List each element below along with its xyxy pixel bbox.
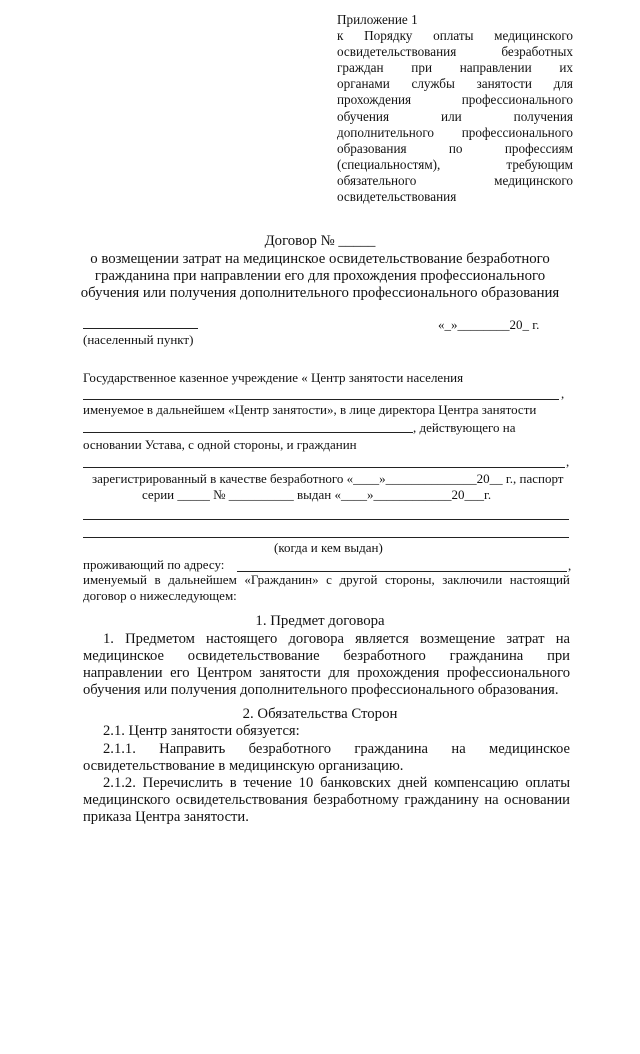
issued-blank-line	[83, 519, 569, 520]
citizen-clause-word: именуемый	[83, 572, 147, 587]
item-2-1-2-line: 2.1.2. Перечислить в течение 10 банковских дней компенсацию оплаты	[103, 775, 570, 791]
appendix-line: обучения или получения	[337, 108, 573, 124]
item-2-1-1-line: освидетельствование в медицинскую организацию.	[83, 758, 404, 774]
section-1-line: направлении его Центром занятости для прохождения профессионального	[83, 665, 570, 681]
citizen-clause-word: заключили	[442, 572, 503, 587]
appendix-title: Приложение 1	[337, 12, 418, 27]
passport-text: серии _____ № __________ выдан «____»____________20___г.	[142, 487, 492, 502]
line-end-comma: ,	[568, 558, 572, 573]
referred-as-text: именуемое в дальнейшем «Центр занятости», в лице директора Центра занятости	[83, 402, 537, 417]
line-end-comma: ,	[561, 386, 565, 401]
citizen-clause-word: «Гражданин»	[244, 572, 319, 587]
item-2-1-1-line: 2.1.1. Направить безработного гражданина на медицинское	[103, 741, 570, 757]
appendix-block	[337, 12, 573, 205]
citizen-clause-word: с	[326, 572, 332, 587]
citizen-blank-line	[83, 467, 565, 468]
appendix-line: прохождения профессионального	[337, 92, 573, 108]
address-label: проживающий по адресу:	[83, 557, 225, 572]
issued-label: (когда и кем выдан)	[274, 540, 383, 555]
registered-text: зарегистрированный в качестве безработного «____»______________20__ г., паспорт	[92, 471, 564, 486]
section-1-line: 1. Предметом настоящего договора является возмещение затрат на	[103, 631, 570, 647]
appendix-line: органами службы занятости для	[337, 76, 573, 92]
appendix-line: (специальностям), требующим	[337, 156, 573, 172]
place-label: (населенный пункт)	[83, 332, 194, 347]
institution-name: Государственное казенное учреждение « Центр занятости населения	[83, 370, 464, 385]
appendix-line: освидетельствования безработных	[337, 44, 573, 60]
issued-blank-line	[83, 537, 569, 538]
citizen-clause-word: другой	[339, 572, 378, 587]
director-blank-line	[83, 432, 413, 433]
contract-subtitle-line: обучения или получения дополнительного профессионального образования	[80, 285, 560, 301]
citizen-clause-word: настоящий	[509, 572, 570, 587]
citizen-clause-word: дальнейшем	[168, 572, 237, 587]
appendix-line: обязательного медицинского	[337, 172, 573, 188]
item-2-1-2-line: приказа Центра занятости.	[83, 809, 249, 825]
item-2-1-2-line: медицинского освидетельствования безработному гражданину на основании	[83, 792, 570, 808]
citizen-clause-tail: договор о нижеследующем:	[83, 588, 237, 603]
appendix-line: дополнительного профессионального	[337, 124, 573, 140]
citizen-clause-word: в	[154, 572, 161, 587]
section-1-line: обучения или получения дополнительного профессионального образования.	[83, 682, 559, 698]
date-field: «_»________20_ г.	[438, 317, 540, 332]
section-1-title: 1. Предмет договора	[255, 613, 385, 629]
appendix-line: образования по профессиям	[337, 140, 573, 156]
section-1-line: медицинское освидетельствование безработного гражданина при	[83, 648, 570, 664]
appendix-last-line: освидетельствования	[337, 189, 457, 205]
line-end-comma: ,	[566, 454, 570, 469]
appendix-line: граждан при направлении их	[337, 60, 573, 76]
acting-text: , действующего на	[413, 420, 516, 435]
item-2-1: 2.1. Центр занятости обязуется:	[103, 723, 300, 739]
citizen-clause-word: стороны,	[384, 572, 435, 587]
basis-text: основании Устава, с одной стороны, и гражданин	[83, 437, 357, 452]
contract-heading: Договор № _____	[264, 233, 376, 249]
appendix-line: к Порядку оплаты медицинского	[337, 28, 573, 44]
place-blank-line	[83, 328, 198, 329]
contract-subtitle-line: гражданина при направлении его для прохождения профессионального	[94, 268, 546, 284]
institution-blank-line	[83, 399, 559, 400]
section-2-title: 2. Обязательства Сторон	[242, 706, 398, 722]
citizen-clause	[83, 572, 570, 588]
contract-subtitle-line: о возмещении затрат на медицинское освидетельствование безработного	[90, 251, 550, 267]
